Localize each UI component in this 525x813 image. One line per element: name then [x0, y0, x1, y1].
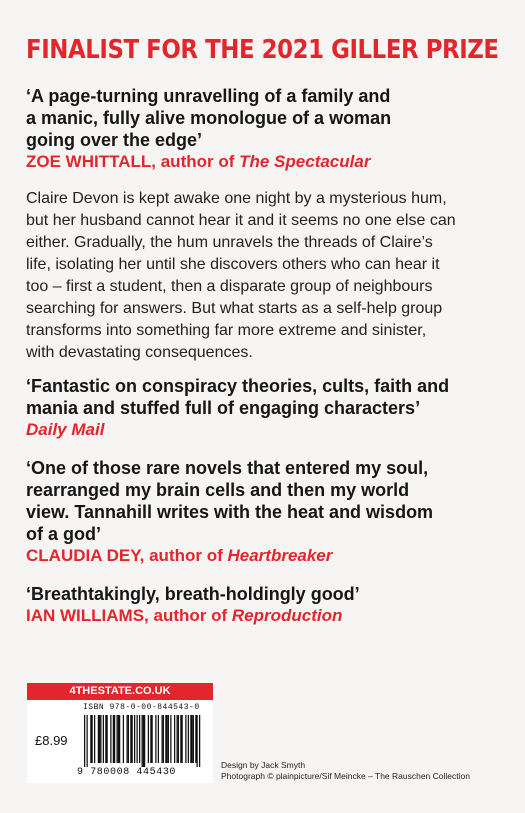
quote-text: ‘One of those rare novels that entered my soul, rearranged my brain cells and then my world view. Tannahill writes with the heat and wisdom of a god’	[26, 458, 434, 544]
barcode-bar	[155, 715, 156, 763]
quote-text: ‘Fantastic on conspiracy theories, cults, faith and mania and stuffed full of engaging characters’	[26, 376, 450, 418]
quote-text: ‘Breathtakingly, breath-holdingly good’	[26, 584, 360, 604]
barcode-bar	[148, 715, 149, 763]
barcode-bar	[130, 715, 131, 763]
prize-headline: FINALIST FOR THE 2021 GILLER PRIZE	[26, 35, 499, 65]
barcode-bar	[195, 715, 196, 763]
barcode-bar	[188, 715, 189, 763]
blurb-paragraph: Claire Devon is kept awake one night by a mysterious hum, but her husband cannot hear it and it seems no one else can either. Gradually, the hum unravels the threads of Claire’s life, isolating her until she discovers others who can hear it too – first a student, then a disparate group of neighbours searching for answers. But what starts as a self-help group transforms into something far more extreme and sinister, with devastating consequences.	[26, 190, 456, 361]
quote-block-4	[26, 583, 496, 627]
barcode-bar	[99, 715, 100, 763]
barcode-bar	[134, 715, 135, 763]
attribution-connector: , author of	[139, 546, 228, 565]
barcode-bar	[199, 715, 200, 767]
barcode-bar	[98, 715, 99, 763]
attribution-connector: , author of	[144, 606, 232, 625]
barcode-bar	[117, 715, 118, 763]
attribution-name: CLAUDIA DEY	[26, 546, 140, 565]
barcode-bar	[119, 715, 120, 763]
barcode-bar	[193, 715, 194, 763]
barcode-bar	[94, 715, 95, 763]
barcode-bar	[165, 715, 166, 763]
barcode-bar	[107, 715, 108, 763]
barcode-bar	[197, 715, 198, 767]
barcode-bar	[174, 715, 175, 763]
barcode-bar	[150, 715, 151, 763]
photo-credit: Photograph © plainpicture/Sif Meincke – The Rauschen Collection	[221, 771, 470, 781]
barcode-bar	[142, 715, 143, 767]
barcode-bar	[84, 715, 85, 767]
price-label: £8.99	[35, 733, 68, 748]
barcode-bar	[118, 715, 119, 763]
attribution-name: ZOE WHITTALL	[26, 152, 152, 171]
barcode-digits: 9 780008 445430	[77, 767, 177, 778]
barcode-bar	[103, 715, 104, 763]
barcode-bar	[180, 715, 181, 763]
barcode-bar	[168, 715, 169, 763]
barcode-bar	[90, 715, 91, 763]
quote-attribution	[26, 545, 496, 567]
attribution-work: Reproduction	[231, 606, 343, 625]
barcode-bar	[113, 715, 114, 763]
barcode-bar	[177, 715, 178, 763]
barcode-bar	[139, 715, 140, 763]
quote-attribution	[26, 151, 496, 173]
barcode-bar	[87, 715, 88, 767]
barcode-bar	[137, 715, 138, 763]
barcode-bar	[185, 715, 186, 763]
quote-block-2	[26, 375, 496, 441]
barcode-panel	[27, 683, 213, 783]
barcode-graphic	[84, 715, 204, 767]
barcode-bar	[182, 715, 183, 763]
barcode-bar	[158, 715, 159, 763]
design-credit: Design by Jack Smyth	[221, 760, 306, 770]
barcode-bar	[110, 715, 111, 763]
barcode-bar	[127, 715, 128, 763]
barcode-bar	[163, 715, 164, 763]
quote-block-1	[26, 85, 496, 173]
barcode-bar	[170, 715, 171, 763]
attribution-work: The Spectacular	[239, 152, 371, 171]
barcode-bar	[143, 715, 144, 767]
barcode-bar	[190, 715, 191, 763]
barcode-bar	[192, 715, 193, 763]
publisher-url: 4THESTATE.CO.UK	[27, 683, 213, 700]
attribution-connector: , author of	[151, 152, 240, 171]
quote-block-3	[26, 457, 496, 567]
barcode-bar	[128, 715, 129, 763]
barcode-bar	[100, 715, 101, 763]
quote-attribution	[26, 605, 496, 627]
attribution-work: Daily Mail	[26, 420, 105, 439]
quote-text: ‘A page-turning unravelling of a family and a manic, fully alive monologue of a woman going over the edge’	[26, 86, 392, 150]
barcode-bar	[162, 715, 163, 763]
barcode-bar	[178, 715, 179, 763]
barcode-bar	[105, 715, 106, 763]
isbn-text: ISBN 978-0-00-844543-0	[83, 703, 200, 712]
barcode-bar	[92, 715, 93, 763]
barcode-bar	[123, 715, 124, 763]
barcode-bar	[144, 715, 145, 767]
barcode-bar	[152, 715, 153, 763]
attribution-name: IAN WILLIAMS	[26, 606, 145, 625]
credits	[221, 760, 470, 782]
barcode-bar	[132, 715, 133, 763]
attribution-work: Heartbreaker	[227, 546, 333, 565]
barcode-bar	[114, 715, 115, 763]
barcode-bar	[167, 715, 168, 763]
quote-attribution	[26, 419, 496, 441]
